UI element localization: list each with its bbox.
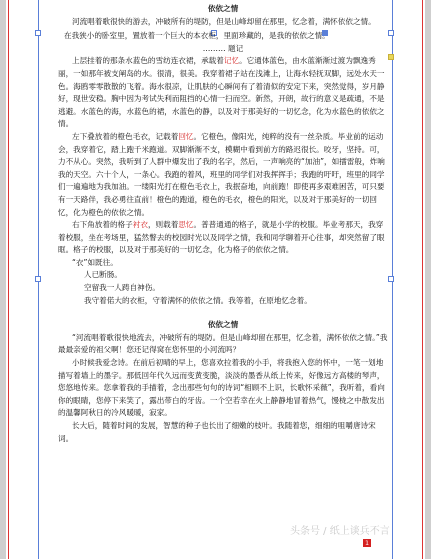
paragraph: 右下角放着的格子衬衣，则载着思忆。普普通通的格子，就是小学的校服。毕业考那天，我穿着校服，坐在考场里，猛然瞥去的校园时光以及同学之情，我和同学聊着开心往事，却突然留了眼眶。格子的校服，以及对于那美好的一切忆念，化为格子的依依之情。 (58, 220, 385, 255)
paragraph: 上层挂着的那条水蓝色的雪纺连衣裙，承载着记忆。它通体蓝色，由水蓝渐渐过渡为飘逸秀丽，一如那年被支阐岛的水。很清，很美。我穿着裙子站在浅滩上，让海水轻抚双脚，远处水天一色。海鸥零零散散的飞着。海水很凉，让肌肤的心瞬间有了着清似的安定下来，突然觉得，岁月静好，现世安稳。胸中因为考试失利而阻挡的心情一扫而空。新然，开朗，故行的意义是疏通，不是逃避。水蓝色的海，水蓝色的裙，水蓝色的静，以及对于那美好的一切忆念，化为水蓝色的依依之情。 (58, 56, 385, 129)
paragraph: 长大后，随着时间的发展，智慧的种子也长出了细嫩的枝叶。我随着您，细细的咀嚼唐诗宋词。 (58, 421, 376, 443)
overflow-badge[interactable]: 1 (365, 539, 370, 547)
frame-handle-corner[interactable] (388, 54, 394, 60)
title: 依依之情 (207, 4, 239, 13)
paragraph: 在我狭小的卧室里，置放着一个巨大的本衣柜，里面珍藏的，是我的依依之情。 (64, 31, 330, 41)
paragraph: 河流唱着歌很快的游去，冲破所有的堤防，但是山峰却留在那里，忆念着，满怀依依之情。 (72, 16, 376, 26)
poem-line: 人已断肠。 (84, 270, 122, 280)
left-margin-guide (8, 0, 9, 559)
right-margin-guide (422, 0, 423, 559)
poem-line: 我守着偌大的衣柜，守着满怀的依依之情。我等着，在原地忆念着。 (84, 295, 312, 305)
right-gutter (425, 0, 431, 559)
paragraph: 小时候我爱念诗。在前后初晴的早上，您喜欢拉着我的小手，将我抱入您的怀中，一笔一划地描写着墙上的墨字。那低回年代久远而变黄变脆，淡淡的墨香从纸上传来，好像远方高楼的琴声，您悠地传来。您拿着我的手描着，念出那些句句的诗词“相顾不上识，长歌怀采薇”，我听着，看向你的眼睛，您停下来笑了，露出带白的牙齿。一个空若幸在火上静静地冒着热气，馒栊之中散发出的温馨阿秋日的冷风暖暖，寂家。 (58, 358, 385, 418)
poem-line: 空留我一人踌自神伤。 (84, 283, 160, 293)
watermark: 头条号 / 纸上谈兵不言 (290, 526, 390, 537)
frame-handle-top-right[interactable] (388, 30, 394, 36)
frame-handle-top-left[interactable] (35, 30, 41, 36)
document-body (58, 0, 388, 445)
frame-handle-mid-left[interactable] (35, 276, 41, 282)
epigraph: ……… 题记 (202, 43, 244, 53)
left-gutter (0, 0, 6, 559)
paragraph: “衣”如既往。 (72, 257, 118, 267)
frame-handle-mid-right[interactable] (388, 276, 394, 282)
title: 依依之情 (207, 320, 239, 330)
paragraph: “河流唱着歌很快地流去，冲破所有的堤防。但是山峰却留在那里，忆念着，满怀依依之情。”我最最亲爱的祖父啊！您还记得窝在您怀里的小河流吗？ (58, 332, 388, 355)
paragraph: 左下叠放着的橙色毛衣，记载着回忆。它橙色，像阳光，纯粹的没有一丝杂质。毕业前的运动会，我穿着它，踏上跑千米跑道。双脚渐渐不支，模糊中看到前方的路迟很长。咬牙，坚持。可，力不从心。突然，我听到了人群中爆发出了我的名字，然后，一声响亮的“加油”，如擂雷般，炸响我的天空。六十个人，一条心。我跑的着风，班里的同学们对我挥挥手；我跑的吁吁，班里的同学们一遍遍地为我加油。一缕阳光打在橙色毛衣上，我抿奋地，向前跑！即使再多艰难困苦，可只要有一天路伴，我必勇往直前！橙色的跑道，橙色的毛衣，橙色的阳光，以及对于那美好的一切回忆，化为橙色的依依之情。 (58, 131, 385, 217)
